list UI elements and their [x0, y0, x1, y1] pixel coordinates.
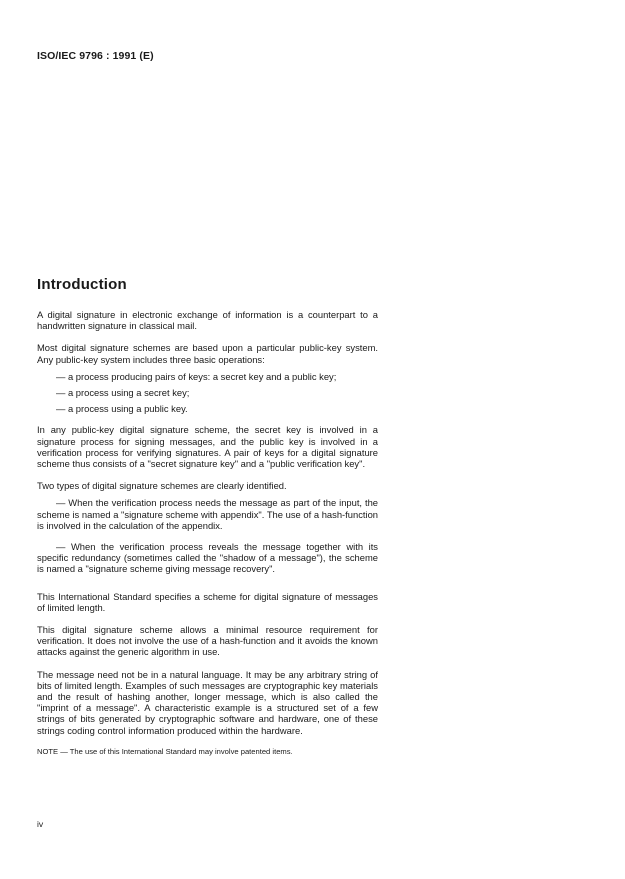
- paragraph-public-key: Most digital signature schemes are based upon a particular public-key system. Any public-key system includes three basic operations:: [37, 342, 378, 365]
- standard-header: ISO/IEC 9796 : 1991 (E): [37, 50, 154, 62]
- paragraph-scope: This International Standard specifies a scheme for digital signature of messages of limited length.: [37, 590, 378, 613]
- paragraph-key-pair: In any public-key digital signature scheme, the secret key is involved in a signature process for signing messages, and the public key is involved in a verification process for verifying signatures. A pair of keys for a digital signature scheme thus consists of a "secret signature key" and a "public verification key".: [37, 424, 378, 470]
- paragraph-scheme-types: Two types of digital signature schemes are clearly identified.: [37, 480, 287, 492]
- list-item-scheme-recovery: — When the verification process reveals the message together with its specific redundancy (sometimes called the "shadow of a message"), the scheme is named a "signature scheme giving message recovery".: [37, 541, 378, 575]
- list-item-operation-3: — a process using a public key.: [56, 403, 188, 415]
- note-patent: NOTE — The use of this International Standard may involve patented items.: [37, 746, 293, 756]
- section-title: Introduction: [37, 276, 127, 293]
- paragraph-intro: A digital signature in electronic exchange of information is a counterpart to a handwritten signature in classical mail.: [37, 309, 378, 332]
- list-item-operation-1: — a process producing pairs of keys: a secret key and a public key;: [56, 370, 337, 382]
- list-item-operation-2: — a process using a secret key;: [56, 387, 190, 399]
- list-item-scheme-appendix: — When the verification process needs the message as part of the input, the scheme is named a "signature scheme with appendix". The use of a hash-function is involved in the calculation of the appendix.: [37, 497, 378, 531]
- page-number: iv: [37, 819, 44, 829]
- introduction-body: [37, 309, 378, 757]
- paragraph-resources: This digital signature scheme allows a minimal resource requirement for verification. It does not involve the use of a hash-function and it avoids the known attacks against the generic algorithm in use.: [37, 624, 378, 658]
- paragraph-message: The message need not be in a natural language. It may be any arbitrary string of bits of limited length. Examples of such messages are cryptographic key materials and the result of hashing another, longer message, which is also called the "imprint of a message". A characteristic example is a structured set of a few strings of bits generated by cryptographic software and hardware, one of these strings coding control information produced within the hardware.: [37, 668, 378, 736]
